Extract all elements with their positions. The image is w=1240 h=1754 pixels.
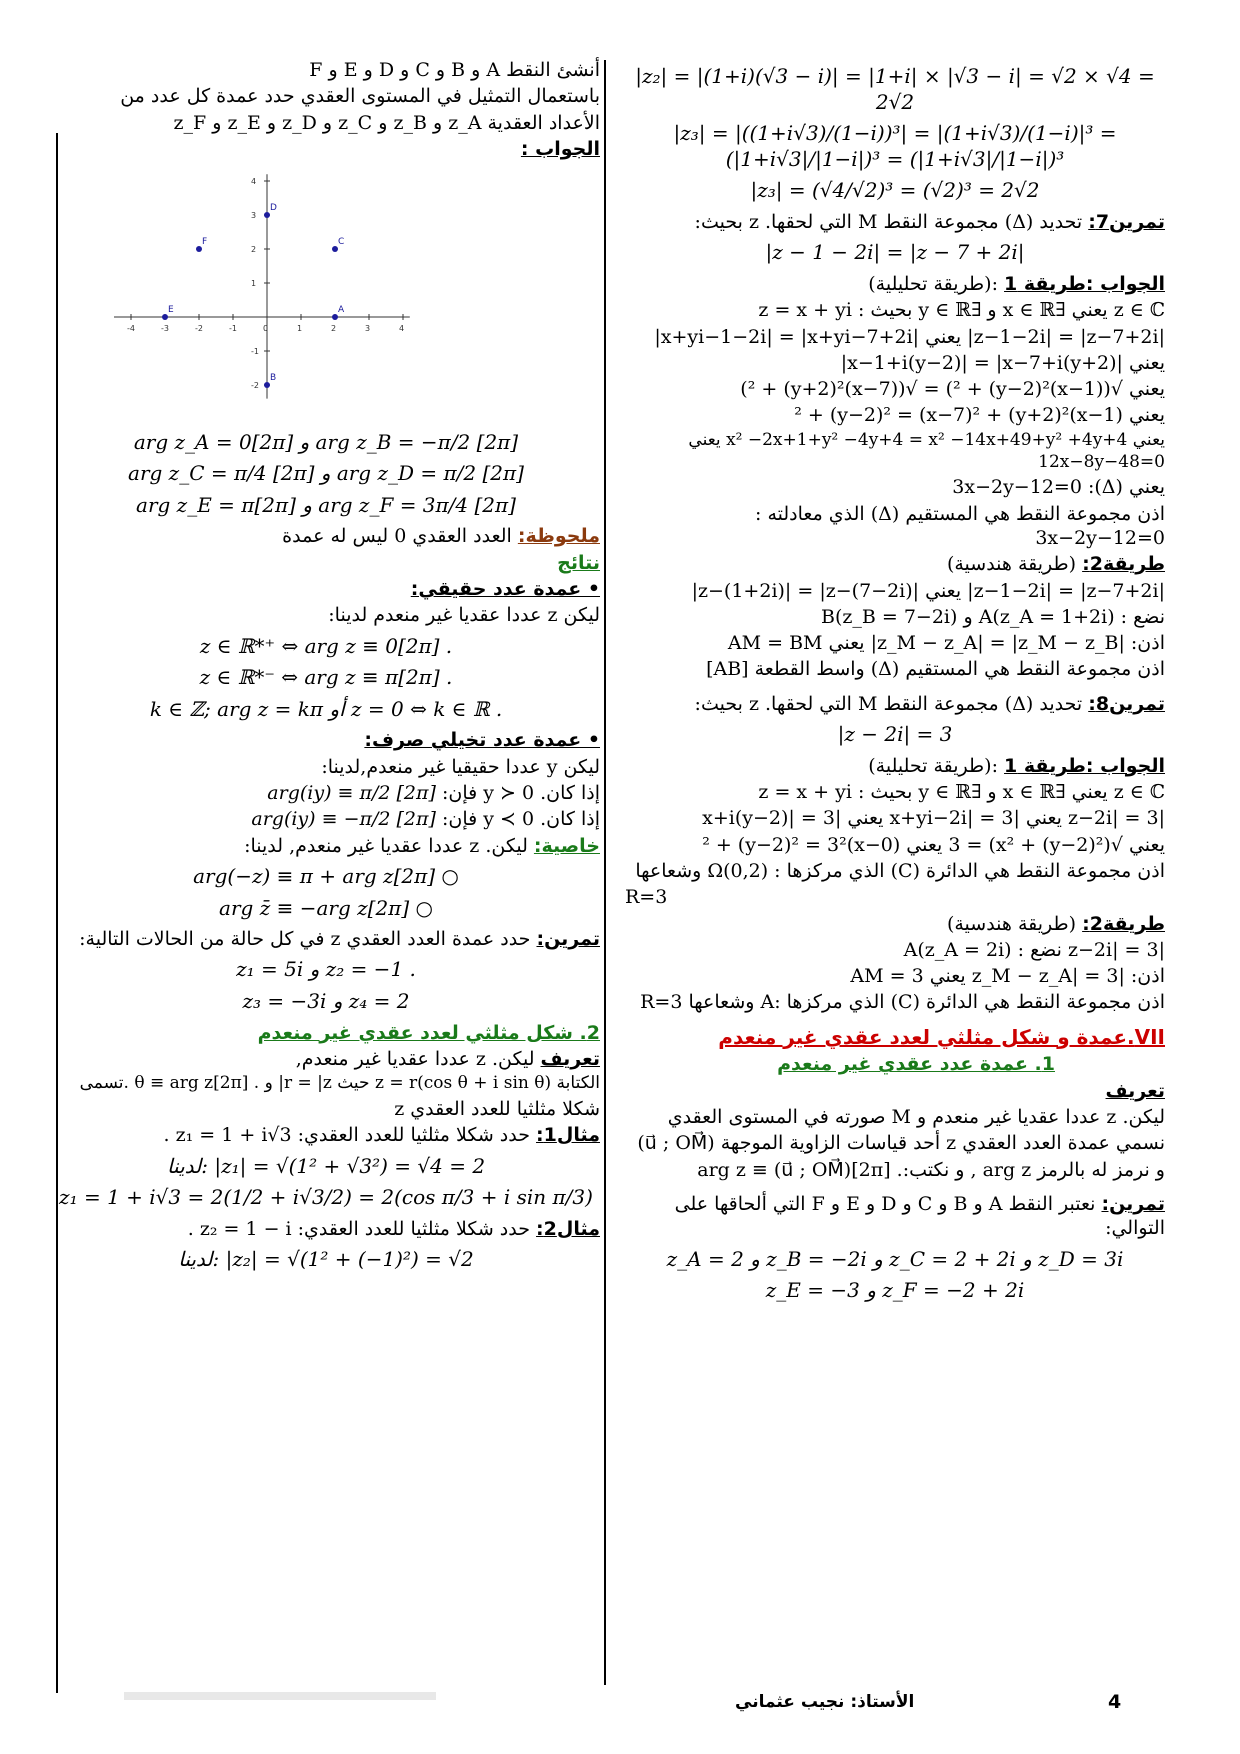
results-title: نتائج	[557, 551, 600, 574]
property-label: خاصية:	[533, 834, 600, 857]
exercise-text: نعتبر النقط A و B و C و D و E و F التي ألحاقها على التوالي:	[674, 1192, 1165, 1240]
note-label: ملحوظة:	[517, 525, 600, 548]
definition2-label: تعريف	[540, 1047, 600, 1070]
footer-author: الأستاذ: نجيب عثماني	[735, 1692, 915, 1712]
answer-method1-label-2: الجواب :طريقة 1	[1004, 754, 1165, 777]
example2	[52, 1217, 600, 1241]
ex8-geo-line3: اذن مجموعة النقط هي الدائرة (C) الذي مركزها :A وشعاعها R=3	[640, 991, 1165, 1014]
exercise-label: تمرين:	[1101, 1192, 1165, 1215]
x-tick-label: -1	[229, 324, 237, 334]
subsection-argument: 1. عمدة عدد عقدي غير منعدم	[777, 1053, 1055, 1076]
ex8-geo-line2: اذن: |z_M − z_A| = 3 يعني AM = 3	[850, 965, 1165, 988]
ex7-line7: يعني (Δ): 3x−2y−12=0	[952, 476, 1165, 499]
example1-text: حدد شكلا مثلثيا للعدد العقدي: z₁ = 1 + i√3 .	[163, 1124, 530, 1147]
exercise7-equation: |z − 1 − 2i| = |z − 7 + 2i|	[765, 240, 1025, 265]
point-label-A: A	[338, 305, 345, 316]
method1-analytic-2: :(طريقة تحليلية)	[868, 754, 998, 777]
y-tick-label: -1	[251, 347, 259, 357]
column-divider	[604, 60, 606, 1685]
footer-bar	[124, 1692, 436, 1700]
imag-case2-eq: arg(iy) ≡ −π/2 [2π]	[251, 808, 436, 831]
real-case1: z ∈ ℝ*⁺ ⇔ arg z ≡ 0[2π] .	[199, 633, 453, 658]
exercise8-text: تحديد (Δ) مجموعة النقط M التي لحقها. z بحيث:	[694, 692, 1083, 715]
ex7-geo-line1: |z−1−2i| = |z−7+2i| يعني |z−(1+2i)| = |z−(7−2i)|	[691, 579, 1165, 602]
ex7-geo-line2: نضع : A(z_A = 1+2i) و B(z_B = 7−2i)	[820, 605, 1165, 628]
task-line1: أنشئ النقط A و B و C و D و E و F	[309, 59, 600, 81]
method2-head	[625, 552, 1165, 576]
ex7-geo-line3: اذن: |z_M − z_A| = |z_M − z_B| يعني AM = BM	[727, 632, 1165, 655]
property	[52, 834, 600, 858]
ex8-conclusion: اذن مجموعة النقط هي الدائرة (C) الذي مركزها : Ω(0,2) وشعاعها	[635, 859, 1165, 882]
x-tick-label: -3	[161, 324, 169, 334]
definition-line3: و نرمز له بالرمز arg z , و نكتب:. arg z ≡ (u⃗ ; OM⃗)[2π]	[697, 1158, 1165, 1181]
x-tick-label: -2	[195, 324, 203, 334]
point-label-B: B	[270, 373, 277, 384]
exercise-affixes-2: z_E = −3 و z_F = −2 + 2i	[765, 1278, 1025, 1303]
trig-form-title: 2. شكل مثلثي لعدد عقدي غير منعدم	[257, 1021, 600, 1044]
property-text: ليكن. z عددا عقديا غير منعدم, لدينا:	[244, 834, 528, 857]
note-text: العدد العقدي 0 ليس له عمدة	[282, 525, 512, 548]
point-label-E: E	[168, 305, 174, 316]
real-case2: z ∈ ℝ*⁻ ⇔ arg z ≡ π[2π] .	[199, 665, 453, 690]
method2-label-2: طريقة2:	[1082, 912, 1165, 935]
x-tick-label: 1	[297, 324, 303, 334]
x-tick-label: 2	[331, 324, 337, 334]
example2-label: مثال2:	[536, 1217, 600, 1240]
real-text: ليكن z عددا عقديا غير منعدم لدينا:	[328, 604, 600, 627]
exercise2	[52, 927, 600, 951]
x-tick-label: -4	[127, 324, 135, 334]
exercise8-statement	[625, 692, 1165, 716]
example1-modulus: لدينا: |z₁| = √(1² + √3²) = √4 = 2	[166, 1153, 486, 1178]
eq-z3-result: |z₃| = (√4/√2)³ = (√2)³ = 2√2	[750, 178, 1040, 203]
exercise8-label: تمرين8:	[1088, 692, 1165, 715]
left-column	[52, 58, 600, 1279]
ex8-line3: يعني √(x² + (y−2)²) = 3 يعني (x−0)² + (y−2)² = 3²	[702, 833, 1165, 856]
exercise7-label: تمرين7:	[1088, 210, 1165, 233]
right-column	[625, 58, 1165, 1310]
real-argument-head: • عمدة عدد حقيقي:	[410, 577, 600, 600]
y-tick-label: 1	[251, 279, 257, 289]
definition-line1: ليكن. z عددا عقديا غير منعدم و M صورته في المستوى العقدي	[667, 1106, 1165, 1128]
method1-analytic: :(طريقة تحليلية)	[868, 272, 998, 295]
exercise-affixes-1: z_A = 2 و z_B = −2i و z_C = 2 + 2i و z_D = 3i	[666, 1246, 1124, 1271]
ex7-line5: يعني (x−1)² + (y−2)² = (x−7)² + (y+2)²	[794, 404, 1165, 427]
ex7-line1: z ∈ ℂ يعني ∃x ∈ ℝ و ∃y ∈ ℝ بحيث : z = x + yi	[758, 299, 1165, 322]
answer-label: الجواب :	[520, 137, 600, 160]
eq-z3-modulus: |z₃| = |((1+i√3)/(1−i))³| = |(1+i√3)/(1−i)|³ = (|1+i√3|/|1−i|)³ = (|1+i√3|/|1−i|)³	[673, 121, 1117, 171]
ex7-line4: يعني √((x−1)² + (y−2)²) = √((x−7)² + (y+2)²)	[740, 378, 1165, 401]
definition-line2: نسمي عمدة العدد العقدي z أحد قياسات الزاوية الموجهة (u⃗ ; OM⃗)	[637, 1132, 1165, 1155]
imag-case2-cond: إذا كان. y ≺ 0 فإن:	[441, 808, 600, 831]
task-line3: الأعداد العقدية z_A و z_B و z_C و z_D و z_E و z_F	[173, 111, 600, 134]
y-tick-label: 2	[251, 245, 257, 255]
arg-cd: arg z_C = π/4 [2π] و arg z_D = π/2 [2π]	[128, 461, 524, 486]
property-2: arg z̄ ≡ −arg z[2π] ○	[219, 895, 433, 920]
definition2-line2: الكتابة z = r(cos θ + i sin θ) حيث r = |z| و . θ ≡ arg z[2π] .تسمى	[79, 1073, 600, 1094]
ex7-line2: |z−1−2i| = |z−7+2i| يعني |x+yi−1−2i| = |x+yi−7+2i|	[654, 325, 1165, 348]
point-label-C: C	[338, 237, 345, 248]
example1-label: مثال1:	[536, 1124, 600, 1147]
imag-case1	[52, 781, 600, 805]
exercise2-eq1: z₁ = 5i و z₂ = −1 .	[236, 957, 416, 982]
ex8-line2: |z−2i| = 3 يعني |x+yi−2i| = 3 يعني |x+i(y−2)| = 3	[702, 807, 1165, 830]
y-tick-label: 4	[251, 177, 257, 187]
y-tick-label: -2	[251, 381, 259, 391]
method2-label: طريقة2:	[1082, 553, 1165, 576]
plotted-points	[162, 203, 345, 391]
complex-plane-svg	[52, 167, 600, 417]
imag-case2	[52, 807, 600, 831]
arg-ab: arg z_A = 0[2π] و arg z_B = −π/2 [2π]	[133, 429, 519, 454]
exercise2-text: حدد عمدة العدد العقدي z في كل حالة من الحالات التالية:	[79, 928, 531, 951]
definition2-line1: ليكن. z عددا عقديا غير منعدم,	[295, 1047, 535, 1070]
exercise2-label: تمرين:	[536, 928, 600, 951]
example1	[52, 1123, 600, 1147]
ex7-line3: يعني |x−1+i(y−2)| = |x−7+i(y+2)|	[840, 351, 1165, 374]
exercise8-answer-head	[625, 754, 1165, 778]
imag-text: ليكن y عددا حقيقيا غير منعدم,لدينا:	[321, 755, 600, 778]
definition2-line3: شكلا مثلثيا للعدد العقدي z	[394, 1098, 600, 1120]
x-tick-label: 4	[399, 324, 405, 334]
point-label-D: D	[270, 203, 277, 214]
example2-modulus: لدينا: |z₂| = √(1² + (−1)²) = √2	[178, 1247, 474, 1272]
arg-ef: arg z_E = π[2π] و arg z_F = 3π/4 [2π]	[136, 492, 516, 517]
example2-text: حدد شكلا مثلثيا للعدد العقدي: z₂ = 1 − i .	[187, 1217, 530, 1240]
ex8-geo-line1: |z−2i| = 3 نضع : A(z_A = 2i)	[903, 938, 1165, 961]
task-line2: باستعمال التمثيل في المستوى العقدي حدد عمدة كل عدد من	[120, 85, 600, 108]
note	[52, 524, 600, 548]
eq-z2-modulus: |z₂| = |(1+i)(√3 − i)| = |1+i| × |√3 − i| = √2 × √4 = 2√2	[635, 64, 1155, 114]
page-number: 4	[1108, 1691, 1122, 1713]
real-case3: k ∈ ℤ; arg z = kπ أو z = 0 ⇔ k ∈ ℝ .	[149, 696, 503, 721]
imag-case1-eq: arg(iy) ≡ π/2 [2π]	[267, 782, 436, 804]
imag-case1-cond: إذا كان. y ≻ 0 فإن:	[441, 782, 600, 804]
complex-plane-graph	[52, 167, 600, 423]
method2-geometric-2: (طريقة هندسية)	[946, 912, 1077, 935]
exercise-points	[625, 1192, 1165, 1241]
property-1: arg(−z) ≡ π + arg z[2π] ○	[193, 863, 459, 888]
exercise7-statement	[625, 210, 1165, 234]
ex8-line1: z ∈ ℂ يعني ∃x ∈ ℝ و ∃y ∈ ℝ بحيث : z = x + yi	[758, 780, 1165, 803]
example1-trig: z₁ = 1 + i√3 = 2(1/2 + i√3/2) = 2(cos π/3 + i sin π/3)	[59, 1185, 593, 1210]
method2-geometric: (طريقة هندسية)	[946, 553, 1077, 576]
exercise2-eq2: z₃ = −3i و z₄ = 2	[242, 989, 410, 1014]
exercise7-text: تحديد (Δ) مجموعة النقط M التي لحقها. z بحيث:	[694, 210, 1083, 233]
ex7-line6: يعني x² −2x+1+y² −4y+4 = x² −14x+49+y² +4y+4 يعني 12x−8y−48=0	[688, 429, 1165, 472]
imag-argument-head: • عمدة عدد تخيلي صرف:	[364, 729, 600, 752]
ex8-radius: R=3	[625, 886, 668, 909]
point-label-F: F	[202, 237, 208, 248]
exercise7-answer-head	[625, 272, 1165, 296]
section7-title: VII.عمدة و شكل مثلثي لعدد عقدي غير منعدم	[718, 1024, 1165, 1049]
axes	[114, 174, 410, 398]
x-tick-label: 3	[365, 324, 371, 334]
definition2	[52, 1047, 600, 1071]
y-tick-label: 3	[251, 211, 257, 221]
x-tick-label: 0	[263, 324, 269, 334]
ex7-conclusion: اذن مجموعة النقط هي المستقيم (Δ) الذي معادلته : 3x−2y−12=0	[755, 502, 1165, 549]
ex8-method2-head	[625, 912, 1165, 936]
exercise8-equation: |z − 2i| = 3	[837, 722, 953, 747]
ex7-geo-line4: اذن مجموعة النقط هي المستقيم (Δ) واسط القطعة [AB]	[706, 658, 1165, 681]
definition-label: تعريف	[1105, 1079, 1165, 1102]
answer-method1-label: الجواب :طريقة 1	[1004, 272, 1165, 295]
